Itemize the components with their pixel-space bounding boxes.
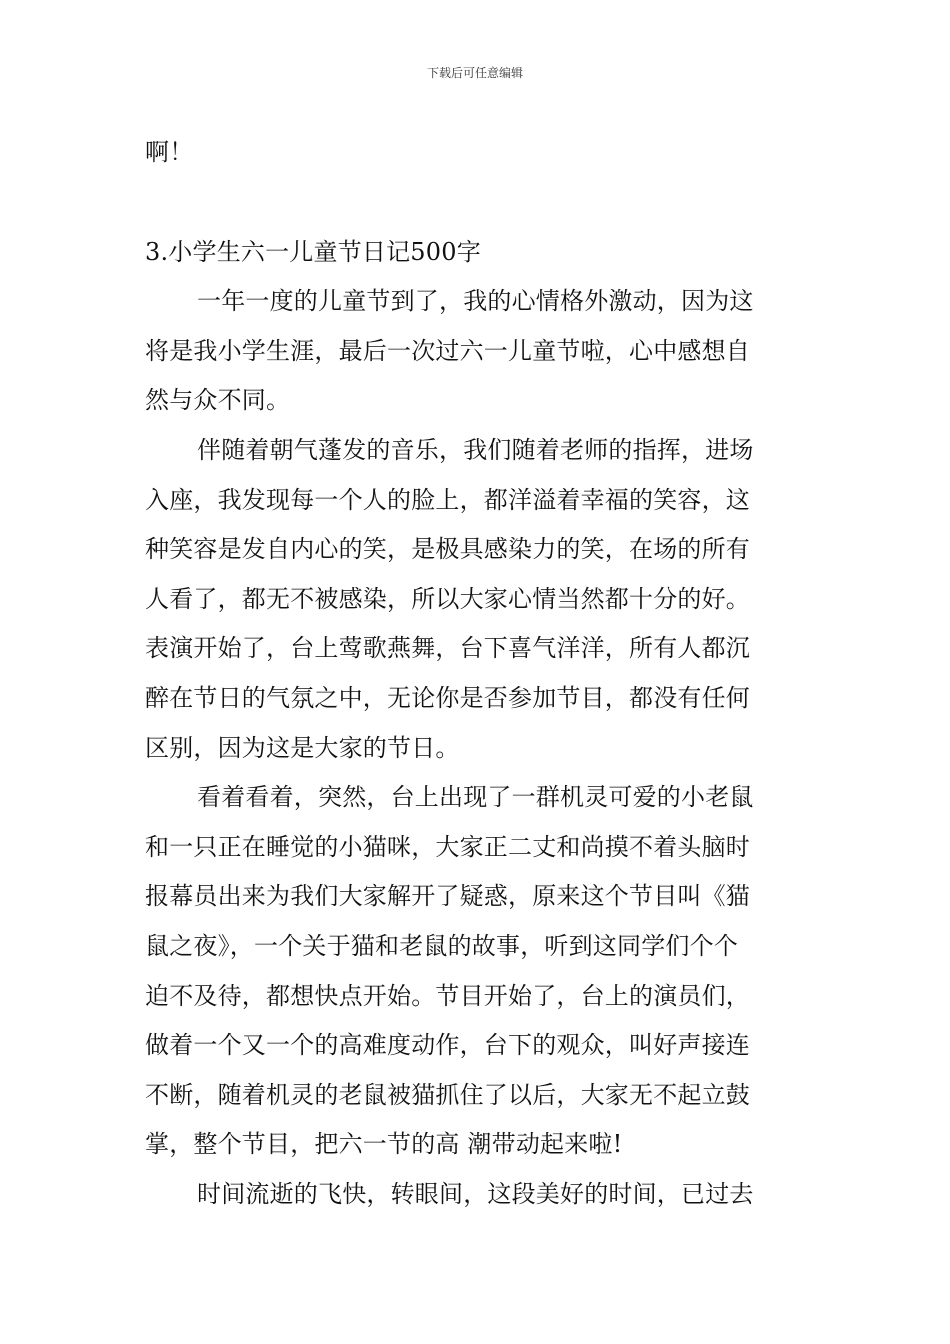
- paragraph-line: 入座，我发现每一个人的脸上，都洋溢着幸福的笑容，这: [145, 485, 750, 514]
- paragraph-line: 区别，因为这是大家的节日。: [145, 733, 460, 762]
- paragraph: [145, 1170, 810, 1220]
- paragraph-line: 伴随着朝气蓬发的音乐，我们随着老师的指挥，进场: [197, 435, 754, 464]
- section-heading: 3.小学生六一儿童节日记500字: [145, 237, 481, 266]
- paragraph: [145, 277, 810, 426]
- paragraph-line: 迫不及待，都想快点开始。节目开始了，台上的演员们，: [145, 981, 750, 1010]
- paragraph-line: 醉在节日的气氛之中，无论你是否参加节目，都没有任何: [145, 683, 750, 712]
- paragraph-line: 报幕员出来为我们大家解开了疑惑，原来这个节目叫《猫: [145, 882, 750, 911]
- spacer: [145, 178, 810, 228]
- paragraph-line: 一年一度的儿童节到了，我的心情格外激动，因为这: [197, 287, 754, 316]
- paragraph-line: 然与众不同。: [145, 386, 291, 415]
- paragraph-line: 鼠之夜》，一个关于猫和老鼠的故事，听到这同学们个个: [145, 931, 738, 960]
- document-body: [145, 128, 810, 1219]
- paragraph-line: 不断，随着机灵的老鼠被猫抓住了以后，大家无不起立鼓: [145, 1080, 750, 1109]
- paragraph: [145, 426, 810, 773]
- paragraph-line: 和一只正在睡觉的小猫咪，大家正二丈和尚摸不着头脑时: [145, 832, 750, 861]
- paragraph-line: 掌，整个节目，把六一节的高 潮带动起来啦!: [145, 1130, 623, 1159]
- paragraph-line: 种笑容是发自内心的笑，是极具感染力的笑，在场的所有: [145, 535, 750, 564]
- paragraph-line: 做着一个又一个的高难度动作，台下的观众，叫好声接连: [145, 1031, 750, 1060]
- paragraph: [145, 773, 810, 1170]
- paragraph-line: 将是我小学生涯，最后一次过六一儿童节啦，心中感想自: [145, 336, 750, 365]
- paragraph-line: 表演开始了，台上莺歌燕舞，台下喜气洋洋，所有人都沉: [145, 634, 750, 663]
- page-header: 下载后可任意编辑: [426, 66, 523, 80]
- opening-line: 啊！: [145, 138, 194, 166]
- paragraph-line: 时间流逝的飞快，转眼间，这段美好的时间，已过去: [197, 1179, 754, 1208]
- paragraph-line: 看着看着，突然，台上出现了一群机灵可爱的小老鼠: [197, 783, 754, 812]
- paragraph-line: 人看了，都无不被感染，所以大家心情当然都十分的好。: [145, 584, 750, 613]
